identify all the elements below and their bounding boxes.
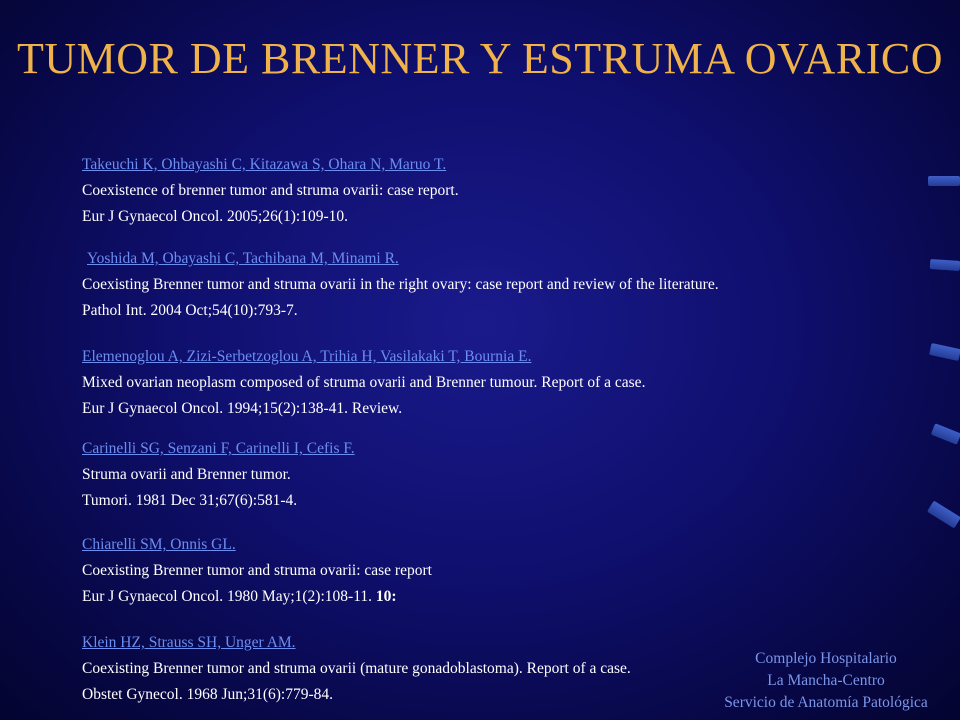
decorative-dash bbox=[931, 423, 960, 445]
reference-item bbox=[82, 344, 645, 422]
reference-authors-link[interactable]: Yoshida M, Obayashi C, Tachibana M, Minami R. bbox=[87, 250, 399, 267]
decorative-dash bbox=[930, 259, 960, 271]
reference-authors-link[interactable]: Takeuchi K, Ohbayashi C, Kitazawa S, Ohara N, Maruo T. bbox=[82, 156, 447, 173]
reference-citation: Eur J Gynaecol Oncol. 2005;26(1):109-10. bbox=[82, 208, 349, 225]
reference-item bbox=[82, 246, 719, 324]
reference-article: Mixed ovarian neoplasm composed of struma ovarii and Brenner tumour. Report of a case. bbox=[82, 374, 646, 391]
reference-authors-link[interactable]: Chiarelli SM, Onnis GL. bbox=[82, 536, 236, 553]
reference-citation: Tumori. 1981 Dec 31;67(6):581-4. bbox=[82, 492, 298, 509]
footer-line-region: La Mancha-Centro bbox=[767, 672, 885, 689]
institution-footer bbox=[696, 648, 956, 714]
decorative-dash bbox=[927, 501, 960, 529]
reference-citation-suffix: 10: bbox=[375, 588, 397, 605]
reference-item bbox=[82, 436, 355, 514]
reference-citation: Obstet Gynecol. 1968 Jun;31(6):779-84. bbox=[82, 686, 333, 703]
reference-authors-link[interactable]: Carinelli SG, Senzani F, Carinelli I, Cefis F. bbox=[82, 440, 355, 457]
reference-citation-text: Eur J Gynaecol Oncol. 1980 May;1(2):108-11. bbox=[82, 588, 372, 605]
decorative-dash bbox=[929, 343, 960, 361]
reference-article: Coexisting Brenner tumor and struma ovarii: case report bbox=[82, 562, 432, 579]
reference-authors-link[interactable]: Elemenoglou A, Zizi-Serbetzoglou A, Trihia H, Vasilakaki T, Bournia E. bbox=[82, 348, 532, 365]
reference-article: Coexisting Brenner tumor and struma ovarii in the right ovary: case report and review of the literature. bbox=[82, 276, 719, 293]
reference-item bbox=[82, 630, 631, 708]
reference-citation: Eur J Gynaecol Oncol. 1994;15(2):138-41. Review. bbox=[82, 400, 403, 417]
reference-citation: Pathol Int. 2004 Oct;54(10):793-7. bbox=[82, 302, 298, 319]
reference-article: Coexistence of brenner tumor and struma ovarii: case report. bbox=[82, 182, 459, 199]
decorative-dash bbox=[928, 176, 960, 186]
footer-line-hospital: Complejo Hospitalario bbox=[755, 650, 897, 667]
reference-item bbox=[82, 152, 459, 230]
footer-line-department: Servicio de Anatomía Patológica bbox=[724, 694, 928, 711]
reference-article: Coexisting Brenner tumor and struma ovarii (mature gonadoblastoma). Report of a case. bbox=[82, 660, 631, 677]
reference-authors-link[interactable]: Klein HZ, Strauss SH, Unger AM. bbox=[82, 634, 296, 651]
reference-item bbox=[82, 532, 432, 610]
reference-citation bbox=[82, 584, 432, 610]
reference-article: Struma ovarii and Brenner tumor. bbox=[82, 466, 291, 483]
slide-title: TUMOR DE BRENNER Y ESTRUMA OVARICO bbox=[16, 34, 943, 83]
